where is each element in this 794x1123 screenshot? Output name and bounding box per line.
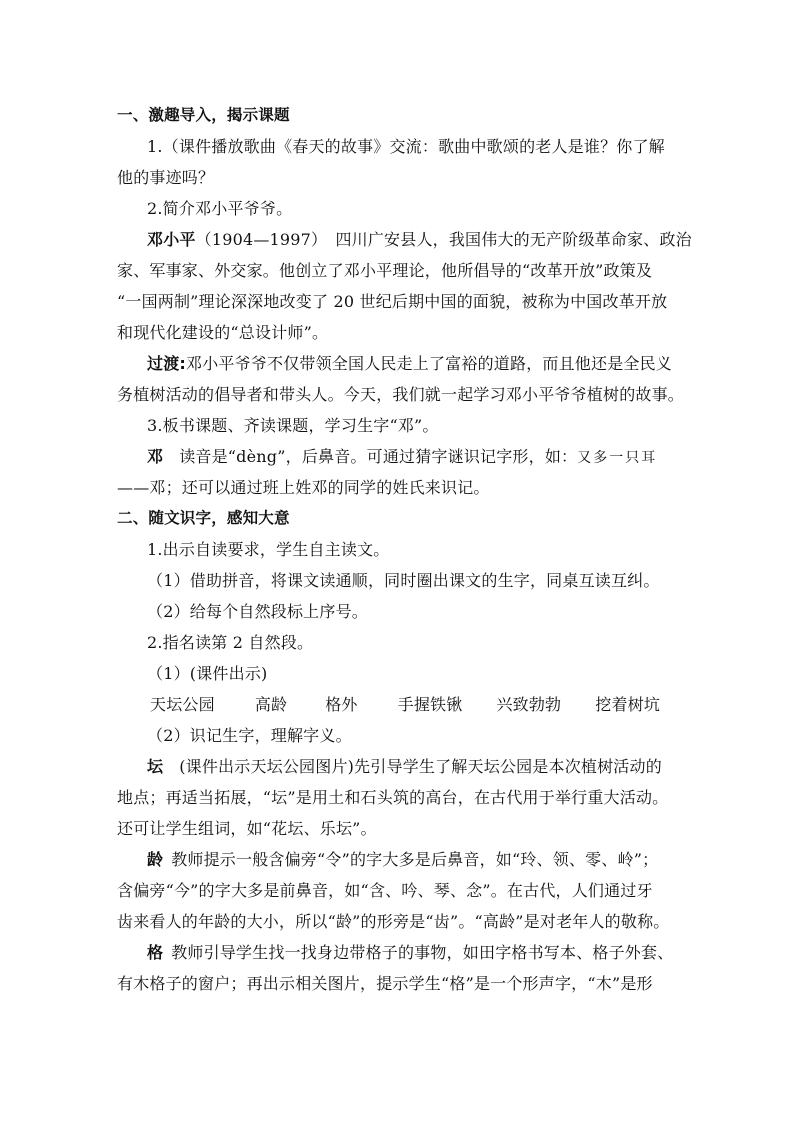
ling-term: 龄 [147,850,164,869]
section-heading-1: 一、激趣导入，揭示课题 [117,106,290,124]
paragraph-item-1-line-1: 1.（课件播放歌曲《春天的故事》交流：歌曲中歌颂的老人是谁？你了解 [147,137,665,156]
ling-paragraph-line-1 [117,844,681,875]
transition-line-1-text: 邓小平爷爷不仅带领全国人民走上了富裕的道路，而且他还是全民义 [186,354,673,373]
bio-paragraph-line-3: “一国两制”理论深深地改变了 20 世纪后期中国的面貌，被称为中国改革开放 [117,292,668,311]
deng-line-1-text: 读音是“dèng”，后鼻音。可通过猜字谜识记字形，如： [179,447,578,466]
section-heading-2: 二、随文识字，感知大意 [117,509,290,527]
ge-term: 格 [147,943,164,962]
tan-paragraph-line-1 [117,751,681,782]
ge-line-1-text: 教师引导学生找一找身边带格子的事物，如田字格书写本、格子外套、 [171,943,674,962]
bio-term: 邓小平 [147,230,196,249]
sub-item-4: （2）识记生字，理解字义。 [147,726,352,745]
vocabulary-word: 挖着树坑 [595,695,661,714]
vocabulary-word: 兴致勃勃 [496,695,562,714]
vocabulary-list [117,689,681,720]
deng-paragraph-line-2: ——邓；还可以通过班上姓邓的同学的姓氏来识记。 [117,478,490,497]
paragraph-item-2-1: 1.出示自读要求，学生自主读文。 [147,540,390,559]
tan-line-1-text: (课件出示天坛公园图片)先引导学生了解天坛公园是本次植树活动的 [179,757,662,776]
tan-term: 坛 [147,757,164,776]
transition-paragraph-line-2: 务植树活动的倡导者和带头人。今天，我们就一起学习邓小平爷爷植树的故事。 [117,385,685,404]
lesson-plan-body [117,100,692,999]
tan-paragraph-line-3: 还可让学生组词，如“花坛、乐坛”。 [117,819,377,838]
paragraph-item-2-2: 2.指名读第 2 自然段。 [147,633,314,652]
ling-paragraph-line-2: 含偏旁“今”的字大多是前鼻音，如“含、吟、琴、念”。在古代，人们通过牙 [117,881,653,900]
vocabulary-word: 手握铁锹 [397,695,463,714]
paragraph-item-1-line-2: 他的事迹吗？ [117,168,215,187]
bio-paragraph-line-2: 家、军事家、外交家。他创立了邓小平理论，他所倡导的“改革开放”政策及 [117,261,653,280]
deng-term: 邓 [147,447,164,466]
sub-item-1: （1）借助拼音，将课文读通顺，同时圈出课文的生字，同桌互读互纠。 [147,571,660,590]
vocabulary-word: 天坛公园 [150,695,215,714]
transition-paragraph-line-1 [117,348,681,379]
transition-term: 过渡: [147,354,186,373]
bio-line-1-text: （1904—1997） 四川广安县人，我国伟大的无产阶级革命家、政治 [195,230,692,249]
ge-paragraph-line-1 [117,937,681,968]
vocabulary-word: 格外 [325,695,358,714]
vocabulary-word: 高龄 [254,695,288,714]
sub-item-3: （1）(课件出示) [147,664,268,683]
sub-item-2: （2）给每个自然段标上序号。 [147,602,368,621]
ling-paragraph-line-3: 齿来看人的年龄的大小，所以“龄”的形旁是“齿”。“高龄”是对老年人的敬称。 [117,912,670,931]
deng-riddle: 又多一只耳 [577,450,658,466]
bio-paragraph-line-1 [117,224,692,255]
ling-line-1-text: 教师提示一般含偏旁“令”的字大多是后鼻音，如“玲、领、零、岭”； [171,850,659,869]
tan-paragraph-line-2: 地点；再适当拓展，“坛”是用土和石头筑的高台，在古代用于举行重大活动。 [117,788,669,807]
deng-paragraph-line-1 [117,441,681,472]
bio-paragraph-line-4: 和现代化建设的“总设计师”。 [117,323,329,342]
paragraph-item-3: 3.板书课题、齐读课题，学习生字“邓”。 [147,416,439,435]
paragraph-item-2: 2.简介邓小平爷爷。 [147,199,293,218]
ge-paragraph-line-2: 有木格子的窗户；再出示相关图片，提示学生“格”是一个形声字，“木”是形 [117,974,653,993]
